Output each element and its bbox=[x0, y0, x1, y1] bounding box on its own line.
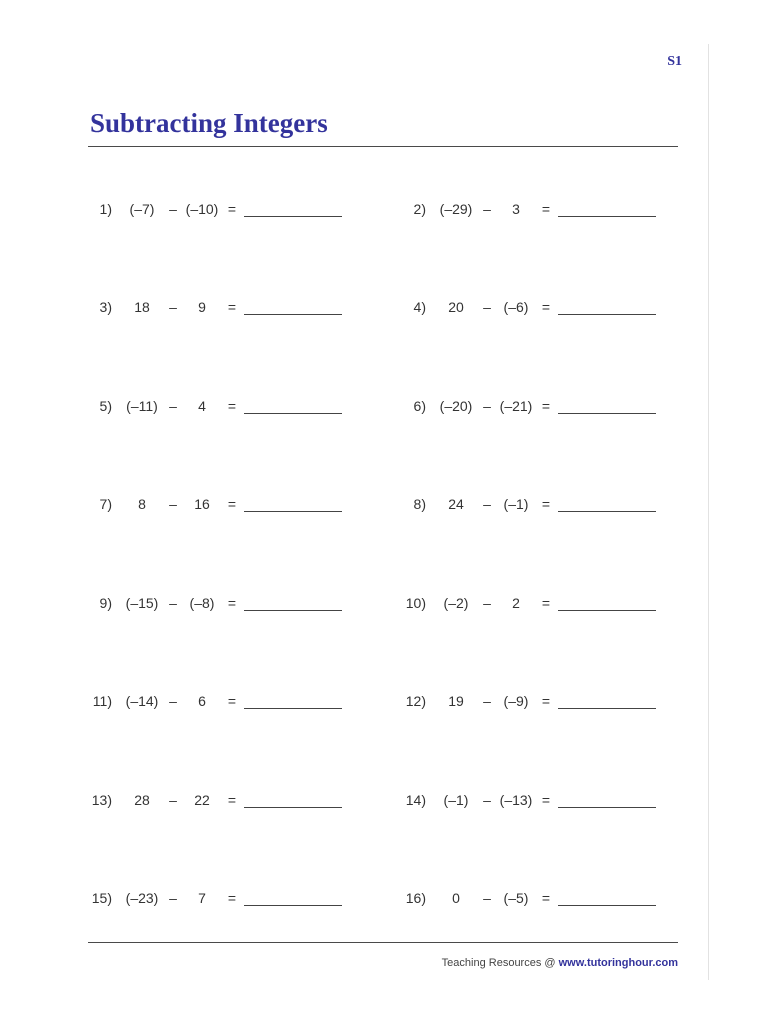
problem-2 bbox=[398, 197, 698, 221]
equals-sign: = bbox=[541, 398, 551, 414]
page-edge-divider bbox=[708, 44, 709, 980]
answer-blank[interactable] bbox=[244, 216, 342, 217]
title-divider bbox=[88, 146, 678, 147]
problem-7 bbox=[84, 492, 384, 516]
problem-6 bbox=[398, 394, 698, 418]
equals-sign: = bbox=[227, 890, 237, 906]
problem-operand-b: 6 bbox=[198, 693, 206, 709]
equals-sign: = bbox=[227, 792, 237, 808]
minus-sign: – bbox=[169, 201, 177, 217]
problem-operand-b: (–21) bbox=[499, 398, 533, 414]
problem-operand-b: (–10) bbox=[185, 201, 219, 217]
problem-operand-a: 19 bbox=[448, 693, 464, 709]
minus-sign: – bbox=[483, 299, 491, 315]
problem-operand-a: (–7) bbox=[129, 201, 155, 217]
footer-label: Teaching Resources @ bbox=[441, 957, 559, 969]
minus-sign: – bbox=[169, 792, 177, 808]
page-title: Subtracting Integers bbox=[90, 108, 328, 138]
equals-sign: = bbox=[227, 595, 237, 611]
minus-sign: – bbox=[169, 890, 177, 906]
problem-16 bbox=[398, 886, 698, 910]
problem-operand-b: (–6) bbox=[503, 299, 529, 315]
answer-blank[interactable] bbox=[244, 610, 342, 611]
problem-operand-b: 16 bbox=[194, 496, 210, 512]
problem-operand-a: (–14) bbox=[125, 693, 159, 709]
problem-operand-a: (–2) bbox=[443, 595, 469, 611]
equals-sign: = bbox=[227, 299, 237, 315]
problem-operand-a: 20 bbox=[448, 299, 464, 315]
minus-sign: – bbox=[483, 201, 491, 217]
problem-number: 3) bbox=[99, 299, 112, 315]
problem-9 bbox=[84, 591, 384, 615]
problem-number: 4) bbox=[413, 299, 426, 315]
answer-blank[interactable] bbox=[558, 905, 656, 906]
problem-operand-a: 24 bbox=[448, 496, 464, 512]
answer-blank[interactable] bbox=[244, 905, 342, 906]
problem-number: 11) bbox=[92, 693, 112, 709]
problem-number: 14) bbox=[405, 792, 426, 808]
problem-operand-b: 22 bbox=[194, 792, 210, 808]
sheet-code: S1 bbox=[667, 54, 682, 69]
problem-operand-a: 28 bbox=[134, 792, 150, 808]
answer-blank[interactable] bbox=[244, 314, 342, 315]
problem-number: 15) bbox=[91, 890, 112, 906]
problem-number: 1) bbox=[99, 201, 112, 217]
footer-divider bbox=[88, 942, 678, 943]
answer-blank[interactable] bbox=[244, 413, 342, 414]
answer-blank[interactable] bbox=[558, 708, 656, 709]
problem-operand-b: (–5) bbox=[503, 890, 529, 906]
problem-number: 9) bbox=[99, 595, 112, 611]
minus-sign: – bbox=[169, 595, 177, 611]
footer-url: www.tutoringhour.com bbox=[558, 957, 678, 969]
problem-number: 5) bbox=[99, 398, 112, 414]
answer-blank[interactable] bbox=[244, 807, 342, 808]
problem-4 bbox=[398, 295, 698, 319]
problem-number: 6) bbox=[413, 398, 426, 414]
answer-blank[interactable] bbox=[558, 807, 656, 808]
problem-13 bbox=[84, 788, 384, 812]
answer-blank[interactable] bbox=[558, 413, 656, 414]
problem-operand-a: 0 bbox=[452, 890, 460, 906]
minus-sign: – bbox=[483, 693, 491, 709]
minus-sign: – bbox=[483, 792, 491, 808]
problem-3 bbox=[84, 295, 384, 319]
problem-operand-b: 9 bbox=[198, 299, 206, 315]
problem-number: 7) bbox=[99, 496, 112, 512]
equals-sign: = bbox=[541, 299, 551, 315]
problem-1 bbox=[84, 197, 384, 221]
answer-blank[interactable] bbox=[244, 708, 342, 709]
answer-blank[interactable] bbox=[558, 511, 656, 512]
problem-operand-a: 8 bbox=[138, 496, 146, 512]
minus-sign: – bbox=[169, 398, 177, 414]
problem-11 bbox=[84, 689, 384, 713]
problem-10 bbox=[398, 591, 698, 615]
problem-8 bbox=[398, 492, 698, 516]
minus-sign: – bbox=[483, 890, 491, 906]
problem-operand-a: (–15) bbox=[125, 595, 159, 611]
problem-operand-a: (–1) bbox=[443, 792, 469, 808]
problem-number: 8) bbox=[413, 496, 426, 512]
minus-sign: – bbox=[169, 693, 177, 709]
minus-sign: – bbox=[169, 496, 177, 512]
problem-5 bbox=[84, 394, 384, 418]
problem-operand-b: 2 bbox=[512, 595, 520, 611]
problem-operand-a: (–29) bbox=[439, 201, 473, 217]
problem-operand-b: (–1) bbox=[503, 496, 529, 512]
minus-sign: – bbox=[483, 398, 491, 414]
problem-15 bbox=[84, 886, 384, 910]
equals-sign: = bbox=[227, 693, 237, 709]
problem-operand-b: (–13) bbox=[499, 792, 533, 808]
equals-sign: = bbox=[541, 496, 551, 512]
problem-operand-a: 18 bbox=[134, 299, 150, 315]
problem-12 bbox=[398, 689, 698, 713]
problem-number: 10) bbox=[405, 595, 426, 611]
equals-sign: = bbox=[541, 792, 551, 808]
equals-sign: = bbox=[541, 201, 551, 217]
problem-number: 2) bbox=[413, 201, 426, 217]
minus-sign: – bbox=[483, 496, 491, 512]
problem-operand-a: (–23) bbox=[125, 890, 159, 906]
answer-blank[interactable] bbox=[558, 610, 656, 611]
problem-operand-b: 4 bbox=[198, 398, 206, 414]
problem-number: 12) bbox=[405, 693, 426, 709]
equals-sign: = bbox=[541, 890, 551, 906]
problem-14 bbox=[398, 788, 698, 812]
minus-sign: – bbox=[169, 299, 177, 315]
problem-operand-b: 7 bbox=[198, 890, 206, 906]
problem-operand-a: (–11) bbox=[126, 398, 158, 414]
footer bbox=[442, 957, 678, 969]
equals-sign: = bbox=[541, 693, 551, 709]
answer-blank[interactable] bbox=[558, 216, 656, 217]
equals-sign: = bbox=[541, 595, 551, 611]
answer-blank[interactable] bbox=[558, 314, 656, 315]
minus-sign: – bbox=[483, 595, 491, 611]
problem-number: 16) bbox=[405, 890, 426, 906]
answer-blank[interactable] bbox=[244, 511, 342, 512]
problem-operand-b: (–8) bbox=[189, 595, 215, 611]
problem-number: 13) bbox=[91, 792, 112, 808]
equals-sign: = bbox=[227, 496, 237, 512]
problem-operand-b: 3 bbox=[512, 201, 520, 217]
equals-sign: = bbox=[227, 398, 237, 414]
problem-operand-b: (–9) bbox=[503, 693, 529, 709]
problem-operand-a: (–20) bbox=[439, 398, 473, 414]
equals-sign: = bbox=[227, 201, 237, 217]
